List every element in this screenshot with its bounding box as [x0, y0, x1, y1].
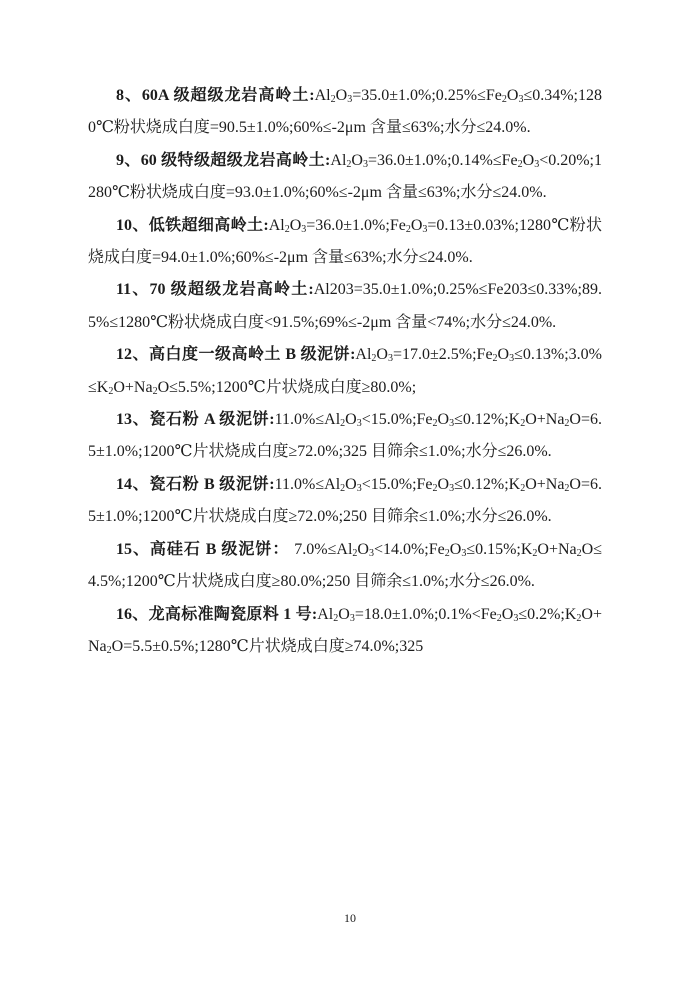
- chemical-subscript: 2: [432, 482, 438, 494]
- chemical-subscript: 2: [564, 418, 570, 430]
- chemical-subscript: 2: [340, 418, 346, 430]
- chemical-subscript: 3: [368, 547, 374, 559]
- chemical-subscript: 3: [518, 94, 524, 105]
- chemical-subscript: 3: [422, 223, 428, 235]
- chemical-subscript: 2: [152, 385, 158, 397]
- item-specs: Al203=35.0±1.0%;0.25%≤Fe203≤0.33%;89.5%≤1280℃粉状烧成白度<91.5%;69%≤-2μm 含量<74%;水分≤24.0%.: [88, 281, 602, 331]
- spec-paragraph: [88, 534, 602, 599]
- chemical-subscript: 3: [362, 158, 368, 170]
- chemical-subscript: 3: [347, 94, 353, 105]
- item-specs: $11.0\%\le Al_2O_3<15.0\%;Fe_2O_3\le 0.12\%;K_2O+Na_2O=6.5\pm 1.0\%;1200℃$片状烧成白度≥72.0%;325 目筛余≤1.0%;水分≤26.0%.: [88, 411, 602, 461]
- document-body: [88, 80, 602, 663]
- chemical-subscript: 3: [449, 418, 455, 430]
- chemical-subscript: 2: [333, 612, 339, 624]
- chemical-subscript: 2: [576, 612, 582, 624]
- chemical-subscript: 2: [284, 223, 290, 235]
- spec-paragraph: [88, 145, 602, 210]
- chemical-subscript: 2: [346, 158, 352, 170]
- chemical-subscript: 2: [371, 353, 377, 365]
- spec-paragraph: [88, 80, 602, 145]
- page-number: 10: [344, 911, 356, 925]
- chemical-subscript: 3: [356, 482, 362, 494]
- chemical-subscript: 2: [564, 482, 570, 494]
- chemical-subscript: 2: [501, 94, 507, 105]
- item-heading: 9、60 级特级超级龙岩高岭土:: [116, 151, 331, 169]
- chemical-subscript: 2: [108, 385, 114, 397]
- chemical-subscript: 3: [461, 547, 467, 559]
- chemical-subscript: 2: [340, 482, 346, 494]
- spec-paragraph: [88, 339, 602, 404]
- chemical-subscript: 3: [449, 482, 455, 494]
- chemical-subscript: 2: [496, 612, 502, 624]
- chemical-subscript: 3: [356, 418, 362, 430]
- chemical-subscript: 2: [330, 94, 336, 105]
- chemical-subscript: 2: [532, 547, 538, 559]
- item-heading: 10、低铁超细高岭土:: [116, 216, 269, 234]
- chemical-subscript: 2: [432, 418, 438, 430]
- chemical-subscript: 2: [444, 547, 450, 559]
- item-heading: 12、高白度一级高岭土 B 级泥饼:: [116, 346, 356, 364]
- item-specs: $Al_2O_3=36.0\pm 1.0\%;0.14\%\le Fe_2O_3<0.20\%;1280℃$粉状烧成白度=93.0±1.0%;60%≤-2μm 含量≤63%;水分≤24.0%.: [88, 151, 602, 202]
- chemical-subscript: 2: [576, 547, 582, 559]
- chemical-subscript: 2: [517, 158, 523, 170]
- chemical-subscript: 2: [106, 644, 112, 656]
- item-specs: $7.0\%\le Al_2O_3<14.0\%;Fe_2O_3\le 0.15\%;K_2O+Na_2O\le 4.5\%;1200℃$片状烧成白度≥80.0%;250 目筛余≤1.0%;水分≤26.0%.: [88, 540, 602, 591]
- spec-paragraph: [88, 274, 602, 339]
- chemical-subscript: 2: [492, 353, 498, 365]
- chemical-subscript: 3: [301, 223, 307, 235]
- item-specs: $Al_2O_3=17.0\pm 2.5\%;Fe_2O_3\le 0.13\%;3.0\%\le K_2O+Na_2O\le 5.5\%;1200℃$片状烧成白度≥80.0%;: [88, 346, 602, 397]
- chemical-subscript: 3: [509, 353, 515, 365]
- chemical-subscript: 2: [520, 482, 526, 494]
- item-specs: $Al_2O_3=18.0\pm 1.0\%;0.1\%<Fe_2O_3\le 0.2\%;K_2O+Na_2O=5.5\pm 0.5\%;1280℃$片状烧成白度≥74.0%;325: [88, 605, 602, 656]
- spec-paragraph: [88, 404, 602, 469]
- item-specs: $Al_2O_3=36.0\pm 1.0\%;Fe_2O_3=0.13\pm 0.03\%;1280℃$粉状烧成白度=94.0±1.0%;60%≤-2μm 含量≤63%;水分≤24.0%.: [88, 216, 602, 267]
- item-heading: 15、高硅石 B 级泥饼：: [116, 540, 290, 558]
- item-specs: $11.0\%\le Al_2O_3<15.0\%;Fe_2O_3\le 0.12\%;K_2O+Na_2O=6.5\pm 1.0\%;1200℃$片状烧成白度≥72.0%;250 目筛余≤1.0%;水分≤26.0%.: [88, 475, 602, 526]
- item-heading: 13、瓷石粉 A 级泥饼:: [116, 411, 275, 429]
- item-heading: 11、70 级超级龙岩高岭土:: [116, 281, 314, 299]
- chemical-subscript: 2: [520, 418, 526, 430]
- item-heading: 14、瓷石粉 B 级泥饼:: [116, 475, 275, 493]
- chemical-subscript: 3: [513, 612, 519, 624]
- chemical-subscript: 3: [349, 612, 355, 624]
- chemical-subscript: 2: [405, 223, 411, 235]
- spec-paragraph: [88, 599, 602, 664]
- spec-paragraph: [88, 469, 602, 534]
- item-heading: 16、龙高标准陶瓷原料 1 号:: [116, 605, 318, 623]
- chemical-subscript: 3: [387, 353, 393, 365]
- item-heading: 8、60A 级超级龙岩高岭土:: [116, 87, 315, 104]
- chemical-subscript: 2: [352, 547, 358, 559]
- chemical-subscript: 3: [534, 158, 540, 170]
- item-specs: $Al_2O_3=35.0\pm 1.0\%;0.25\%\le Fe_2O_3\le 0.34\%;1280℃$粉状烧成白度=90.5±1.0%;60%≤-2μm 含量≤63%;水分≤24.0%.: [88, 87, 602, 137]
- spec-paragraph: [88, 210, 602, 275]
